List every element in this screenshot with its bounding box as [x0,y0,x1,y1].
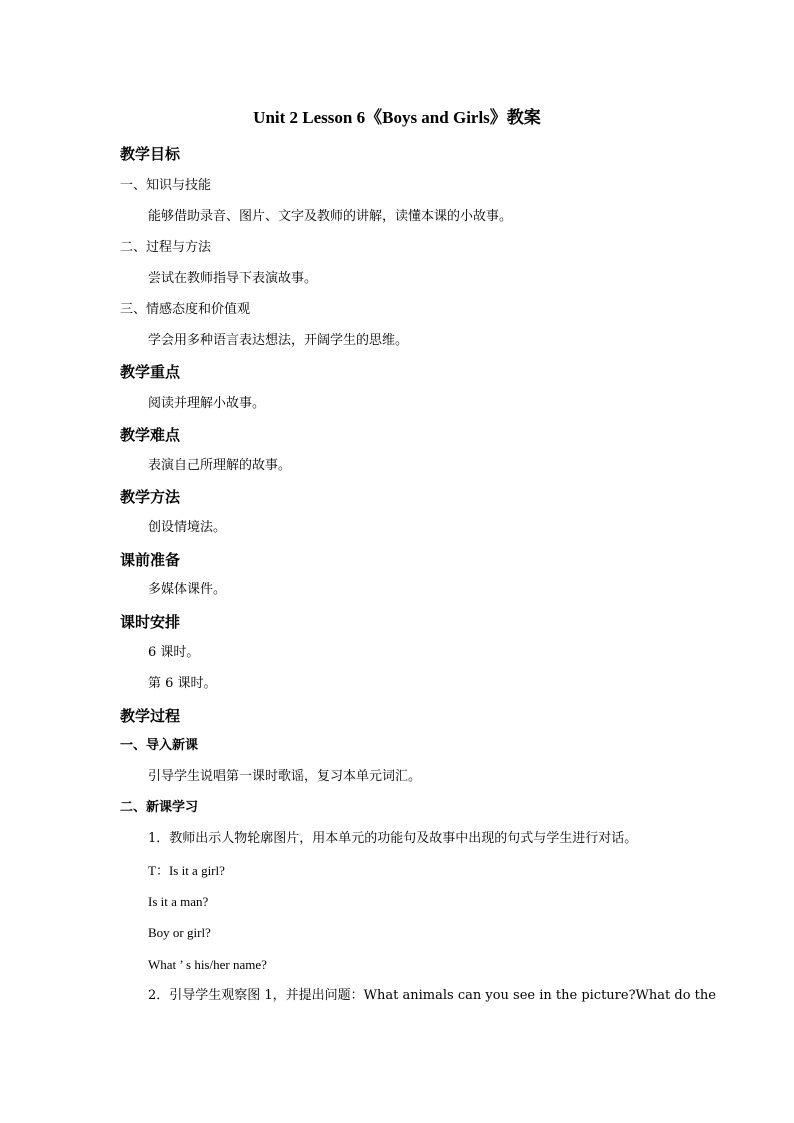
step1-text: 引导学生说唱第一课时歌谣，复习本单元词汇。 [148,769,422,784]
goal2-text: 尝试在教师指导下表演故事。 [148,271,318,286]
prep-heading: 课前准备 [120,551,181,569]
goals-heading: 教学目标 [120,145,181,163]
dialog-line-4: What ’ s his/her name? [148,957,267,972]
dialog-line-1: T：Is it a girl? [148,863,225,878]
step2-item-1: 1．教师出示人物轮廓图片，用本单元的功能句及故事中出现的句式与学生进行对话。 [148,831,638,846]
method-text: 创设情境法。 [148,520,227,535]
prep-text: 多媒体课件。 [148,582,227,597]
goal1-text: 能够借助录音、图片、文字及教师的讲解，读懂本课的小故事。 [148,209,513,224]
dialog-line-3: Boy or girl? [148,925,211,940]
difficulty-heading: 教学难点 [120,426,181,444]
document-title: Unit 2 Lesson 6《Boys and Girls》教案 [253,108,541,127]
goal1-heading: 一、知识与技能 [120,178,212,193]
process-heading: 教学过程 [120,707,181,725]
step2-item-2: 2．引导学生观察图 1，并提出问题：What animals can you see in the picture?What do the [148,988,716,1003]
difficulty-text: 表演自己所理解的故事。 [148,458,292,473]
method-heading: 教学方法 [120,488,181,506]
schedule-heading: 课时安排 [120,613,181,631]
schedule-line-1: 6 课时。 [148,645,200,660]
goal3-text: 学会用多种语言表达想法，开阔学生的思维。 [148,333,409,348]
step1-heading: 一、导入新课 [120,738,199,753]
goal2-heading: 二、过程与方法 [120,240,212,255]
dialog-line-2: Is it a man? [148,894,209,909]
schedule-line-2: 第 6 课时。 [148,676,217,691]
focus-heading: 教学重点 [120,363,181,381]
step2-heading: 二、新课学习 [120,800,199,815]
focus-text: 阅读并理解小故事。 [148,396,266,411]
goal3-heading: 三、情感态度和价值观 [120,302,251,317]
